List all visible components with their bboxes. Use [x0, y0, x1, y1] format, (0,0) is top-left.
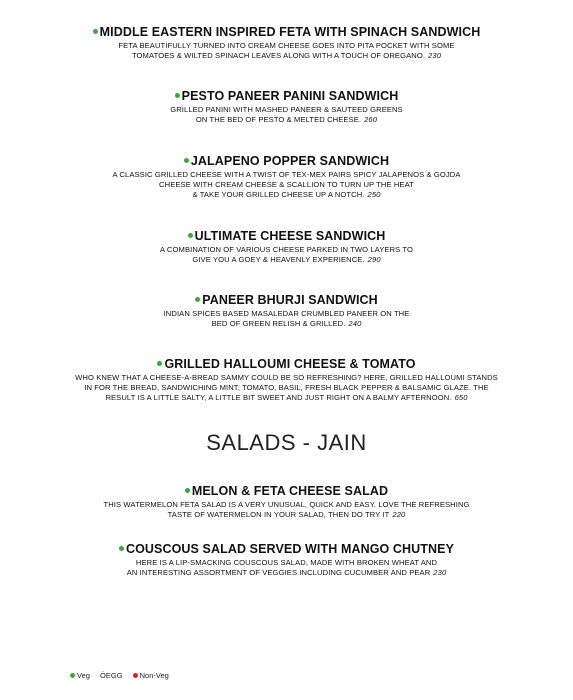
desc-line-text: GIVE YOU A GOEY & HEAVENLY EXPERIENCE.	[192, 255, 365, 264]
item-description	[0, 558, 573, 578]
menu-item	[0, 542, 573, 578]
item-description	[0, 41, 573, 61]
item-description	[0, 500, 573, 520]
menu-item	[0, 25, 573, 61]
legend-veg	[70, 671, 90, 680]
item-title-text: GRILLED HALLOUMI CHEESE & TOMATO	[164, 357, 416, 371]
desc-line-text: ON THE BED OF PESTO & MELTED CHEESE.	[195, 115, 362, 124]
item-description	[0, 373, 573, 403]
desc-line-last	[0, 190, 573, 200]
desc-line-last	[0, 568, 573, 578]
nonveg-dot-icon	[133, 673, 138, 678]
desc-line: A CLASSIC GRILLED CHEESE WITH A TWIST OF TEX-MEX PAIRS SPICY JALAPENOS & GOJDA	[112, 170, 461, 179]
egg-marker-icon: Ö	[100, 671, 106, 680]
desc-line: INDIAN SPICES BASED MASALEDAR CRUMBLED PANEER ON THE	[163, 309, 410, 318]
item-title	[0, 293, 573, 308]
menu-item	[0, 357, 573, 403]
item-title	[0, 542, 573, 557]
legend-egg-label: EGG	[105, 671, 123, 680]
item-price: 230	[428, 51, 442, 60]
item-price: 250	[367, 190, 381, 199]
legend-veg-label: Veg	[77, 671, 90, 680]
legend-nonveg-label: Non-Veg	[139, 671, 169, 680]
desc-line-last	[0, 393, 573, 403]
item-price: 650	[454, 393, 468, 402]
diet-legend	[70, 671, 177, 680]
legend-nonveg	[133, 671, 169, 680]
item-description	[0, 245, 573, 265]
desc-line-text: BED OF GREEN RELISH & GRILLED.	[211, 319, 346, 328]
item-price: 230	[433, 568, 447, 577]
item-title-text: PANEER BHURJI SANDWICH	[202, 293, 378, 307]
veg-dot-icon	[119, 546, 124, 551]
desc-line-text: TASTE OF WATERMELON IN YOUR SALAD, THEN DO TRY IT	[167, 510, 390, 519]
desc-line: WHO KNEW THAT A CHEESE-A-BREAD SAMMY COULD BE SO REFRESHING? HERE, GRILLED HALLOUMI STANDS	[75, 373, 498, 382]
menu-item	[0, 89, 573, 125]
veg-dot-icon	[185, 488, 190, 493]
desc-line: IN FOR THE BREAD, SANDWICHING MINT, TOMATO, BASIL, FRESH BLACK PEPPER & BALSAMIC GLAZE. THE	[84, 383, 489, 392]
item-title-text: MIDDLE EASTERN INSPIRED FETA WITH SPINACH SANDWICH	[99, 25, 481, 39]
item-title	[0, 25, 573, 40]
item-title	[0, 154, 573, 169]
veg-dot-icon	[188, 233, 193, 238]
menu-item	[0, 154, 573, 200]
item-title	[0, 89, 573, 104]
legend-egg	[100, 671, 123, 680]
menu-item	[0, 229, 573, 265]
desc-line-text: RESULT IS A LITTLE SALTY, A LITTLE BIT SWEET AND JUST RIGHT ON A BALMY AFTERNOON.	[105, 393, 452, 402]
desc-line-last	[0, 51, 573, 61]
desc-line: HERE IS A LIP-SMACKING COUSCOUS SALAD, MADE WITH BROKEN WHEAT AND	[135, 558, 438, 567]
veg-dot-icon	[175, 93, 180, 98]
veg-dot-icon	[70, 673, 75, 678]
desc-line-text: & TAKE YOUR GRILLED CHEESE UP A NOTCH.	[192, 190, 365, 199]
desc-line-last	[0, 115, 573, 125]
menu-item	[0, 484, 573, 520]
veg-dot-icon	[157, 361, 162, 366]
desc-line-last	[0, 319, 573, 329]
desc-line: GRILLED PANINI WITH MASHED PANEER & SAUTEED GREENS	[170, 105, 403, 114]
item-price: 260	[364, 115, 378, 124]
item-description	[0, 105, 573, 125]
section-title: SALADS - JAIN	[206, 430, 367, 455]
desc-line-last	[0, 255, 573, 265]
item-price: 240	[348, 319, 362, 328]
desc-line-text: TOMATOES & WILTED SPINACH LEAVES ALONG WITH A TOUCH OF OREGANO.	[131, 51, 426, 60]
veg-dot-icon	[184, 158, 189, 163]
item-title-text: COUSCOUS SALAD SERVED WITH MANGO CHUTNEY	[125, 542, 455, 556]
desc-line: A COMBINATION OF VARIOUS CHEESE PARKED IN TWO LAYERS TO	[159, 245, 414, 254]
item-description	[0, 309, 573, 329]
desc-line: THIS WATERMELON FETA SALAD IS A VERY UNUSUAL, QUICK AND EASY. LOVE THE REFRESHING	[103, 500, 470, 509]
desc-line-text: AN INTERESTING ASSORTMENT OF VEGGIES INCLUDING CUCUMBER AND PEAR	[126, 568, 431, 577]
item-title	[0, 357, 573, 372]
item-price: 290	[367, 255, 381, 264]
item-title	[0, 229, 573, 244]
item-description	[0, 170, 573, 200]
desc-line: FETA BEAUTIFULLY TURNED INTO CREAM CHEESE GOES INTO PITA POCKET WITH SOME	[118, 41, 455, 50]
desc-line-last	[0, 510, 573, 520]
item-title	[0, 484, 573, 499]
item-title-text: MELON & FETA CHEESE SALAD	[191, 484, 389, 498]
item-title-text: ULTIMATE CHEESE SANDWICH	[194, 229, 386, 243]
menu-item	[0, 293, 573, 329]
veg-dot-icon	[93, 29, 98, 34]
item-price: 220	[392, 510, 406, 519]
item-title-text: PESTO PANEER PANINI SANDWICH	[181, 89, 399, 103]
veg-dot-icon	[195, 297, 200, 302]
desc-line: CHEESE WITH CREAM CHEESE & SCALLION TO TURN UP THE HEAT	[159, 180, 414, 189]
item-title-text: JALAPENO POPPER SANDWICH	[190, 154, 390, 168]
